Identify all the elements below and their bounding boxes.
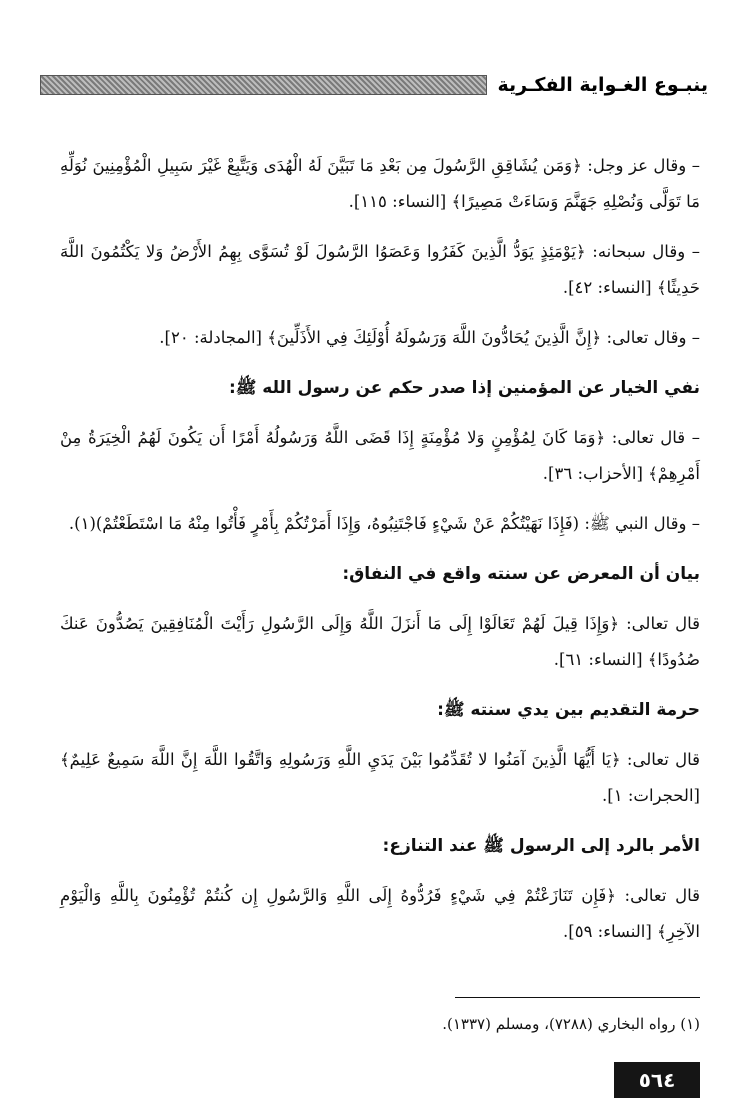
footnote-divider bbox=[455, 997, 700, 998]
footnote: (١) رواه البخاري (٧٢٨٨)، ومسلم (١٣٣٧). bbox=[442, 1015, 700, 1033]
running-header-title: ينبـوع الغـواية الفكـرية bbox=[497, 74, 708, 96]
running-header bbox=[40, 72, 708, 98]
main-text bbox=[60, 148, 700, 964]
paragraph: – وقال النبي ﷺ: (فَإِذَا نَهَيْتُكُمْ عَنْ شَيْءٍ فَاجْتَنِبُوهُ، وَإِذَا أَمَرْتُكُمْ بِأَمْرٍ فَأْتُوا مِنْهُ مَا اسْتَطَعْتُمْ)(١). bbox=[68, 514, 700, 533]
page-number: ٥٦٤ bbox=[614, 1062, 700, 1098]
header-pattern-bar bbox=[40, 75, 487, 95]
section-heading: بيان أن المعرض عن سنته واقع في النفاق: bbox=[342, 564, 700, 584]
paragraph: – وقال عز وجل: ﴿وَمَن يُشَاقِقِ الرَّسُولَ مِن بَعْدِ مَا تَبَيَّنَ لَهُ الْهُدَى وَيَتَّبِعْ غَيْرَ سَبِيلِ الْمُؤْمِنِينَ نُوَلِّهِ مَا تَوَلَّى وَنُصْلِهِ جَهَنَّمَ وَسَاءَتْ مَصِيرًا﴾ [النساء: ١١٥]. bbox=[60, 156, 700, 211]
paragraph: قال تعالى: ﴿وَإِذَا قِيلَ لَهُمْ تَعَالَوْا إِلَى مَا أَنزَلَ اللَّهُ وَإِلَى الرَّسُولِ رَأَيْتَ الْمُنَافِقِينَ يَصُدُّونَ عَنكَ صُدُودًا﴾ [النساء: ٦١]. bbox=[60, 614, 700, 669]
paragraph: – وقال تعالى: ﴿إِنَّ الَّذِينَ يُحَادُّونَ اللَّهَ وَرَسُولَهُ أُوْلَئِكَ فِي الأَذَلِّينَ﴾ [المجادلة: ٢٠]. bbox=[159, 328, 700, 347]
paragraph: قال تعالى: ﴿يَا أَيُّهَا الَّذِينَ آمَنُوا لا تُقَدِّمُوا بَيْنَ يَدَيِ اللَّهِ وَرَسُولِهِ وَاتَّقُوا اللَّهَ إِنَّ اللَّهَ سَمِيعٌ عَلِيمٌ﴾ [الحجرات: ١]. bbox=[60, 750, 700, 805]
section-heading: حرمة التقديم بين يدي سنته ﷺ: bbox=[437, 700, 700, 720]
paragraph: – قال تعالى: ﴿وَمَا كَانَ لِمُؤْمِنٍ وَلا مُؤْمِنَةٍ إِذَا قَضَى اللَّهُ وَرَسُولُهُ أَمْرًا أَن يَكُونَ لَهُمُ الْخِيَرَةُ مِنْ أَمْرِهِمْ﴾ [الأحزاب: ٣٦]. bbox=[60, 428, 700, 483]
section-heading: نفي الخيار عن المؤمنين إذا صدر حكم عن رسول الله ﷺ: bbox=[229, 378, 700, 398]
paragraph: – وقال سبحانه: ﴿يَوْمَئِذٍ يَوَدُّ الَّذِينَ كَفَرُوا وَعَصَوُا الرَّسُولَ لَوْ تُسَوَّى بِهِمُ الأَرْضُ وَلا يَكْتُمُونَ اللَّهَ حَدِيثًا﴾ [النساء: ٤٢]. bbox=[60, 242, 700, 297]
paragraph: قال تعالى: ﴿فَإِن تَنَازَعْتُمْ فِي شَيْءٍ فَرُدُّوهُ إِلَى اللَّهِ وَالرَّسُولِ إِن كُنتُمْ تُؤْمِنُونَ بِاللَّهِ وَالْيَوْمِ الآخِرِ﴾ [النساء: ٥٩]. bbox=[60, 886, 700, 941]
section-heading: الأمر بالرد إلى الرسول ﷺ عند التنازع: bbox=[382, 836, 700, 856]
